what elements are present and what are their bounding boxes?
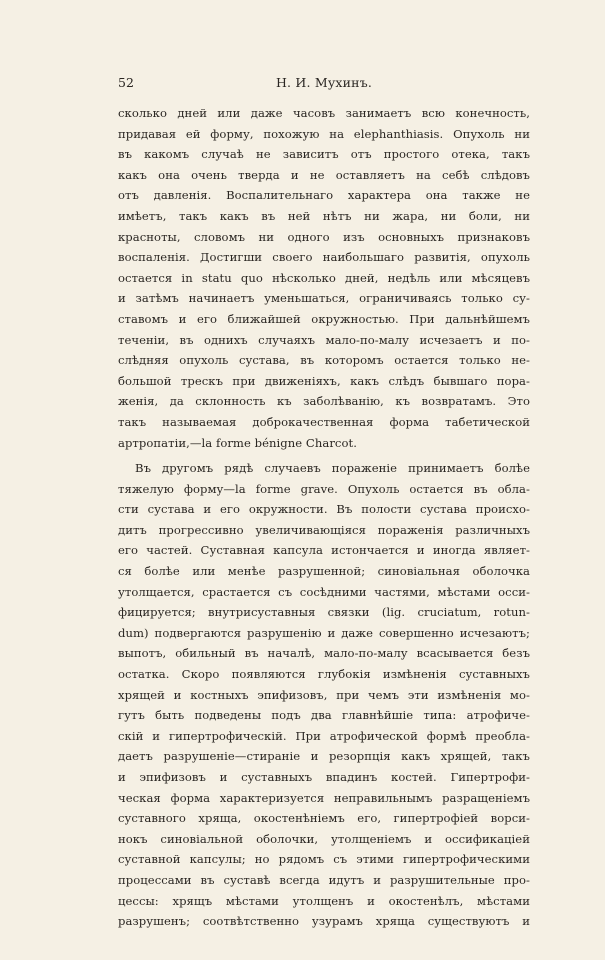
text-line: женія, да склонность къ заболѣванію, къ возвратамъ. Это	[118, 394, 530, 409]
text-line: какъ она очень тверда и не оставляетъ на себѣ слѣдовъ	[118, 167, 530, 182]
text-line: цессы: хрящъ мѣстами утолщенъ и окостенѣлъ, мѣстами	[118, 893, 530, 908]
text-line: слѣдняя опухоль сустава, въ которомъ остается только не-	[118, 353, 530, 368]
text-line: Въ другомъ рядѣ случаевъ пораженіе принимаетъ болѣе	[135, 461, 530, 476]
page-header	[118, 75, 530, 93]
text-line: суставного хряща, окостенѣніемъ его, гипертрофіей ворси-	[118, 811, 530, 826]
text-line: процессами въ суставѣ всегда идутъ и разрушительные про-	[118, 872, 530, 887]
text-line: скій и гипертрофическій. При атрофической формѣ преобла-	[118, 728, 530, 743]
paragraph-1	[118, 103, 530, 453]
text-line: гутъ быть подведены подъ два главнѣйшіе типа: атрофиче-	[118, 708, 530, 723]
text-line: артропатіи,—la forme bénigne Charcot.	[118, 435, 357, 450]
body-text	[118, 103, 530, 932]
text-line: выпотъ, обильный въ началѣ, мало-по-малу всасывается безъ	[118, 646, 530, 661]
text-line: ческая форма характеризуется неправильнымъ разращеніемъ	[118, 790, 530, 805]
text-line: суставной капсулы; но рядомъ съ этими гипертрофическими	[118, 852, 530, 867]
text-line: разрушенъ; соотвѣтственно узурамъ хряща существуютъ и	[118, 914, 530, 929]
text-line: сколько дней или даже часовъ занимаетъ всю конечность,	[118, 106, 530, 120]
text-line: отъ давленія. Воспалительнаго характера она также не	[118, 188, 530, 203]
text-line: даетъ разрушеніе—стираніе и резорпція какъ хрящей, такъ	[118, 749, 530, 764]
text-line: хрящей и костныхъ эпифизовъ, при чемъ эти измѣненія мо-	[118, 687, 530, 702]
text-line: въ какомъ случаѣ не зависитъ отъ простого отека, такъ	[118, 147, 530, 162]
text-line: сти сустава и его окружности. Въ полости сустава происхо-	[118, 502, 530, 517]
text-line: и затѣмъ начинаетъ уменьшаться, ограничиваясь только су-	[118, 291, 530, 306]
text-line: его частей. Суставная капсула истончается и иногда являет-	[118, 543, 530, 558]
text-line: ся болѣе или менѣе разрушенной; синовіальная оболочка	[118, 564, 530, 579]
text-line: такъ называемая доброкачественная форма табетической	[118, 414, 530, 429]
text-line: большой трескъ при движеніяхъ, какъ слѣдъ бывшаго пора-	[118, 373, 530, 388]
text-line: dum) подвергаются разрушенію и даже совершенно исчезаютъ;	[118, 625, 530, 640]
page-number: 52	[118, 75, 134, 90]
text-line: остается in statu quo нѣсколько дней, недѣль или мѣсяцевъ	[118, 270, 530, 285]
text-line: и эпифизовъ и суставныхъ впадинъ костей. Гипертрофи-	[118, 770, 530, 784]
text-line: красноты, словомъ ни одного изъ основныхъ признаковъ	[118, 229, 530, 244]
text-line: остатка. Скоро появляются глубокія измѣненія суставныхъ	[118, 667, 530, 682]
text-line: имѣетъ, такъ какъ въ ней нѣтъ ни жара, ни боли, ни	[118, 208, 530, 223]
text-line: дитъ прогрессивно увеличивающіяся пораженія различныхъ	[118, 522, 530, 537]
paragraph-2	[118, 458, 530, 932]
text-line: ставомъ и его ближайшей окружностью. При дальнѣйшемъ	[118, 311, 530, 326]
text-line: тяжелую форму—la forme grave. Опухоль остается въ обла-	[118, 481, 530, 496]
text-line: утолщается, срастается съ сосѣдними частями, мѣстами осси-	[118, 584, 530, 599]
text-line: воспаленія. Достигши своего наибольшаго развитія, опухоль	[118, 250, 530, 265]
text-line: нокъ синовіальной оболочки, утолщеніемъ и оссификаціей	[118, 831, 530, 846]
running-head: Н. И. Мухинъ.	[275, 75, 373, 90]
text-line: придавая ей форму, похожую на elephanthiasis. Опухоль ни	[118, 126, 530, 141]
text-line: теченіи, въ однихъ случаяхъ мало-по-малу исчезаетъ и по-	[118, 332, 530, 347]
text-line: фицируется; внутрисуставныя связки (lig. cruciatum, rotun-	[118, 605, 530, 620]
